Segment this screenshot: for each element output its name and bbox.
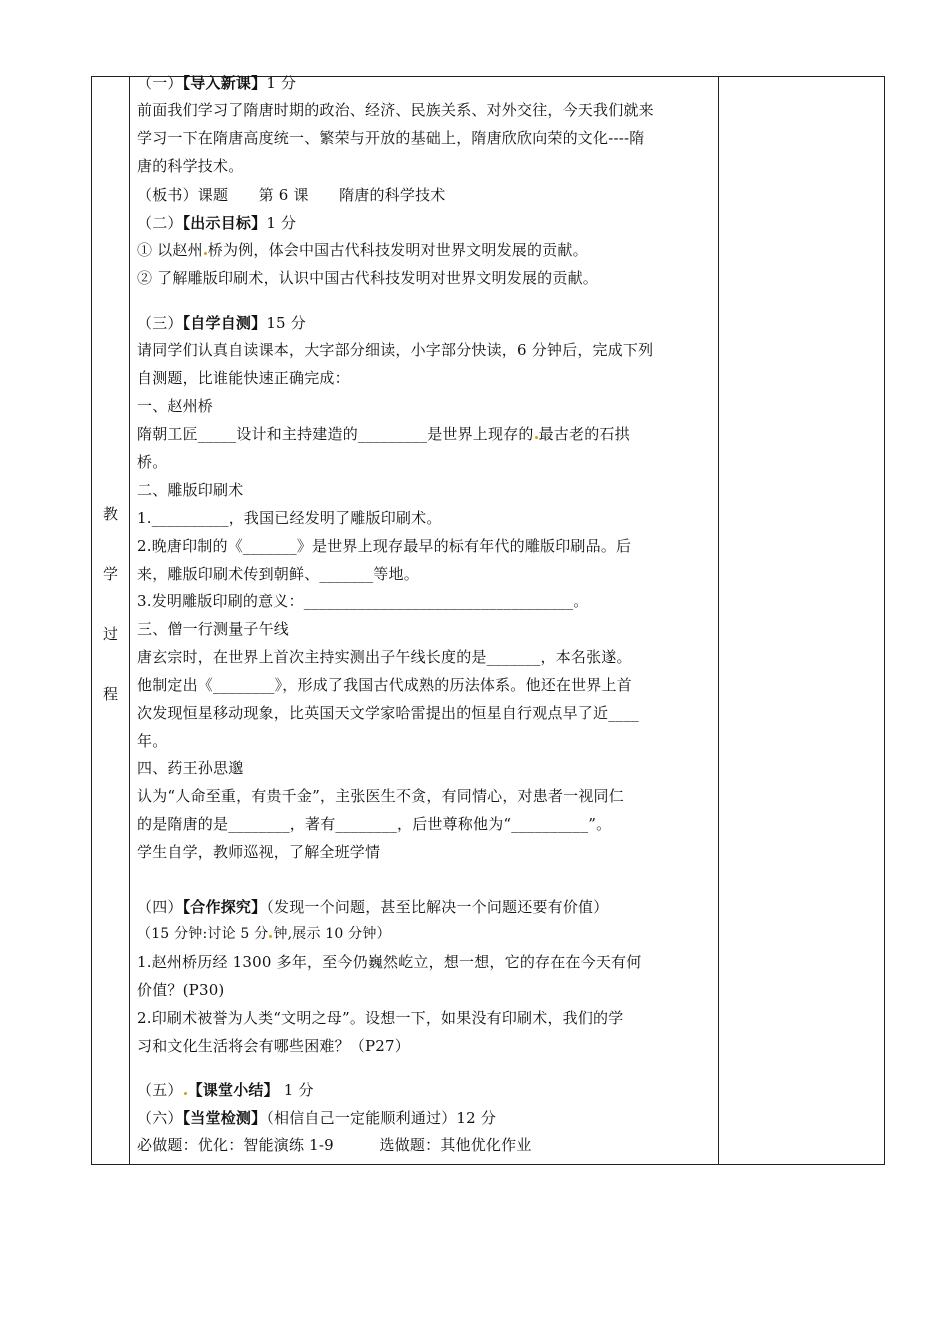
question-text: 的是隋唐的是________，著有________，后世尊称他为“__________”。 [137,815,612,833]
question-title: 三、僧一行测量子午线 [137,620,290,638]
question-text: 1.__________，我国已经发明了雕版印刷术。 [137,509,442,527]
intro-line: 唐的科学技术。 [137,157,244,175]
side-char: 过 [102,625,118,643]
side-char: 程 [102,685,118,703]
column-divider [718,77,719,1164]
teaching-process-label [92,507,129,747]
section-heading-2: （二）【出示目标】1 分 [137,214,297,232]
explore-question: 价值？(P30) [137,981,225,999]
question-text: 学生自学，教师巡视，了解全班学情 [137,843,381,861]
board-title: （板书）课题 第 6 课 隋唐的科学技术 [137,186,446,204]
column-divider [129,77,130,1164]
homework: 必做题：优化：智能演练 1-9 选做题：其他优化作业 [137,1136,532,1154]
question-text: 年。 [137,732,168,750]
intro-line: 学习一下在隋唐高度统一、繁荣与开放的基础上，隋唐欣欣向荣的文化----隋 [137,129,645,147]
question-text: 他制定出《________》，形成了我国古代成熟的历法体系。他还在世界上首 [137,676,632,694]
question-text: 3.发明雕版印刷的意义：___________________________________。 [137,592,589,610]
question-title: 四、药王孙思邈 [137,759,244,777]
explore-question: 2.印刷术被誉为人类“文明之母”。设想一下，如果没有印刷术，我们的学 [137,1009,624,1027]
self-intro-line: 自测题，比谁能快速正确完成： [137,369,350,387]
section-heading-3: （三）【自学自测】15 分 [137,314,306,332]
question-title: 一、赵州桥 [137,397,214,415]
question-text: 来，雕版印刷术传到朝鲜、_______等地。 [137,565,419,583]
self-intro-line: 请同学们认真自读课本，大字部分细读，小字部分快读，6 分钟后，完成下列 [137,341,654,359]
question-text: 桥。 [137,453,168,471]
explore-question: 习和文化生活将会有哪些困难？（P27） [137,1037,410,1055]
section-time: （15 分钟:讨论 5 分 钟,展示 10 分钟） [137,926,391,942]
goal-1: ① 以赵州 桥为例，体会中国古代科技发明对世界文明发展的贡献。 [137,241,588,259]
intro-line: 前面我们学习了隋唐时期的政治、经济、民族关系、对外交往，今天我们就来 [137,101,654,119]
section-heading-4: （四）【合作探究】（发现一个问题，甚至比解决一个问题还要有价值） [137,898,609,916]
section-heading-5: （五） 【课堂小结】 1 分 [137,1081,314,1099]
side-char: 教 [102,505,118,523]
explore-question: 1.赵州桥历经 1300 多年，至今仍巍然屹立，想一想，它的存在在今天有何 [137,953,642,971]
section-heading-1: （一）【导入新课】1 分 [137,74,297,92]
question-text: 次发现恒星移动现象，比英国天文学家哈雷提出的恒星自行观点早了近____ [137,704,640,722]
question-text: 唐玄宗时，在世界上首次主持实测出子午线长度的是_______，本名张遂。 [137,648,632,666]
question-text: 认为“人命至重，有贵千金”，主张医生不贪，有同情心，对患者一视同仁 [137,787,624,805]
side-char: 学 [102,565,118,583]
question-text: 2.晚唐印制的《_______》是世界上现存最早的标有年代的雕版印刷品。后 [137,537,632,555]
section-heading-6: （六）【当堂检测】（相信自己一定能顺利通过）12 分 [137,1109,497,1127]
question-text: 隋朝工匠_____设计和主持建造的_________是世界上现存的 最古老的石拱 [137,425,630,443]
goal-2: ② 了解雕版印刷术，认识中国古代科技发明对世界文明发展的贡献。 [137,269,598,287]
question-title: 二、雕版印刷术 [137,481,244,499]
